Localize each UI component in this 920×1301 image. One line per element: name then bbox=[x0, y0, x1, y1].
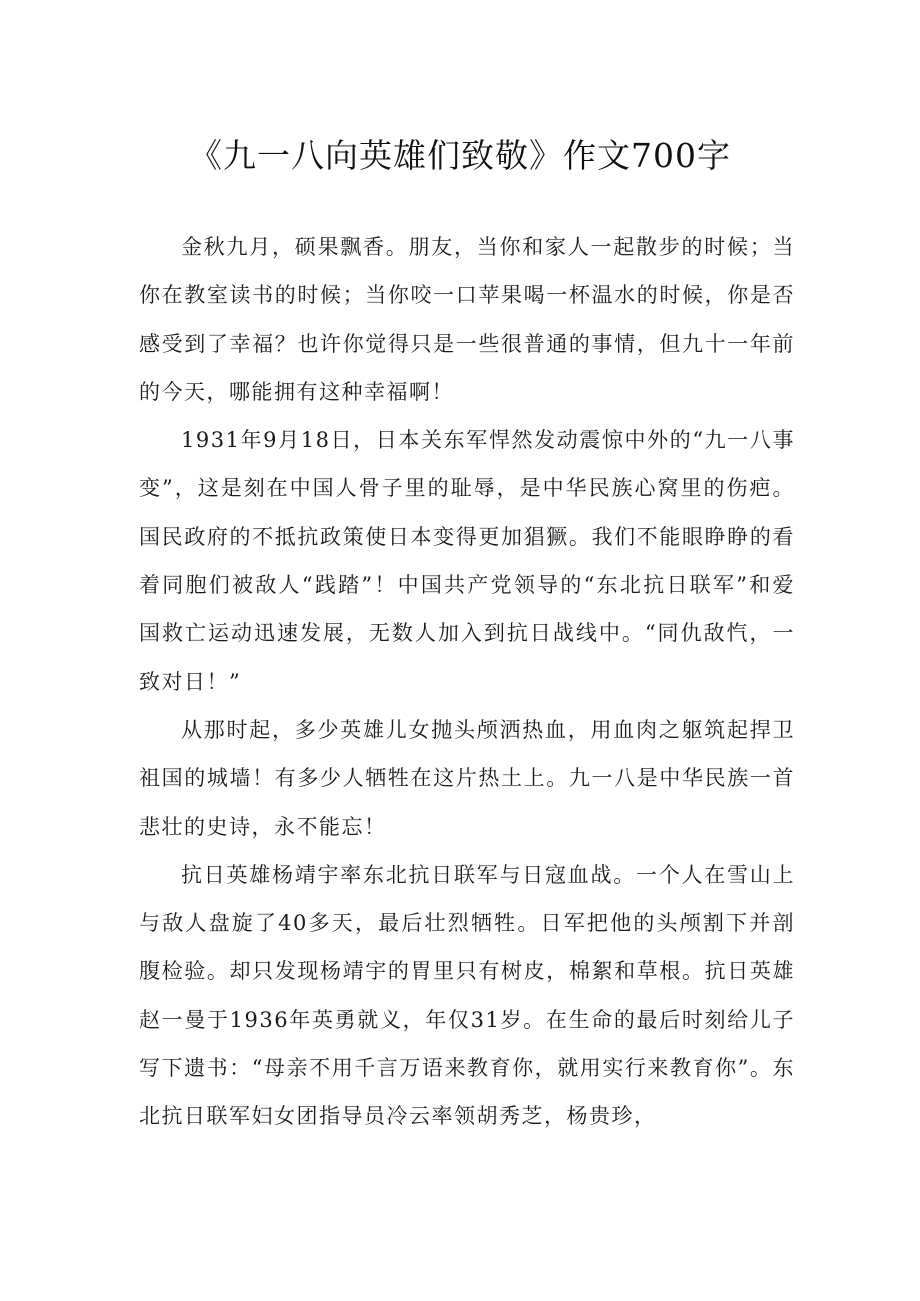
document-body bbox=[139, 223, 795, 1141]
paragraph-3: 从那时起，多少英雄儿女抛头颅洒热血，用血肉之躯筑起捍卫祖国的城墙！有多少人牺牲在这片热土上。九一八是中华民族一首悲壮的史诗，永不能忘！ bbox=[139, 717, 795, 839]
document-title: 《九一八向英雄们致敬》作文700字 bbox=[189, 136, 731, 175]
paragraph-1: 金秋九月，硕果飘香。朋友，当你和家人一起散步的时候；当你在教室读书的时候；当你咬一口苹果喝一杯温水的时候，你是否感受到了幸福？也许你觉得只是一些很普通的事情，但九十一年前的今天，哪能拥有这种幸福啊！ bbox=[139, 235, 795, 404]
paragraph-4: 抗日英雄杨靖宇率东北抗日联军与日寇血战。一个人在雪山上与敌人盘旋了40多天，最后壮烈牺牲。日军把他的头颅割下并剖腹检验。却只发现杨靖宇的胃里只有树皮，棉絮和草根。抗日英雄赵一曼于1936年英勇就义，年仅31岁。在生命的最后时刻给儿子写下遗书：“母亲不用千言万语来教育你，就用实行来教育你”。东北抗日联军妇女团指导员冷云率领胡秀芝，杨贵珍， bbox=[139, 862, 795, 1129]
paragraph-2: 1931年9月18日，日本关东军悍然发动震惊中外的“九一八事变”，这是刻在中国人骨子里的耻辱，是中华民族心窝里的伤疤。国民政府的不抵抗政策使日本变得更加猖獗。我们不能眼睁睁的看着同胞们被敌人“践踏”！中国共产党领导的“东北抗日联军”和爱国救亡运动迅速发展，无数人加入到抗日战线中。“同仇敌忾，一致对日！” bbox=[139, 428, 795, 694]
